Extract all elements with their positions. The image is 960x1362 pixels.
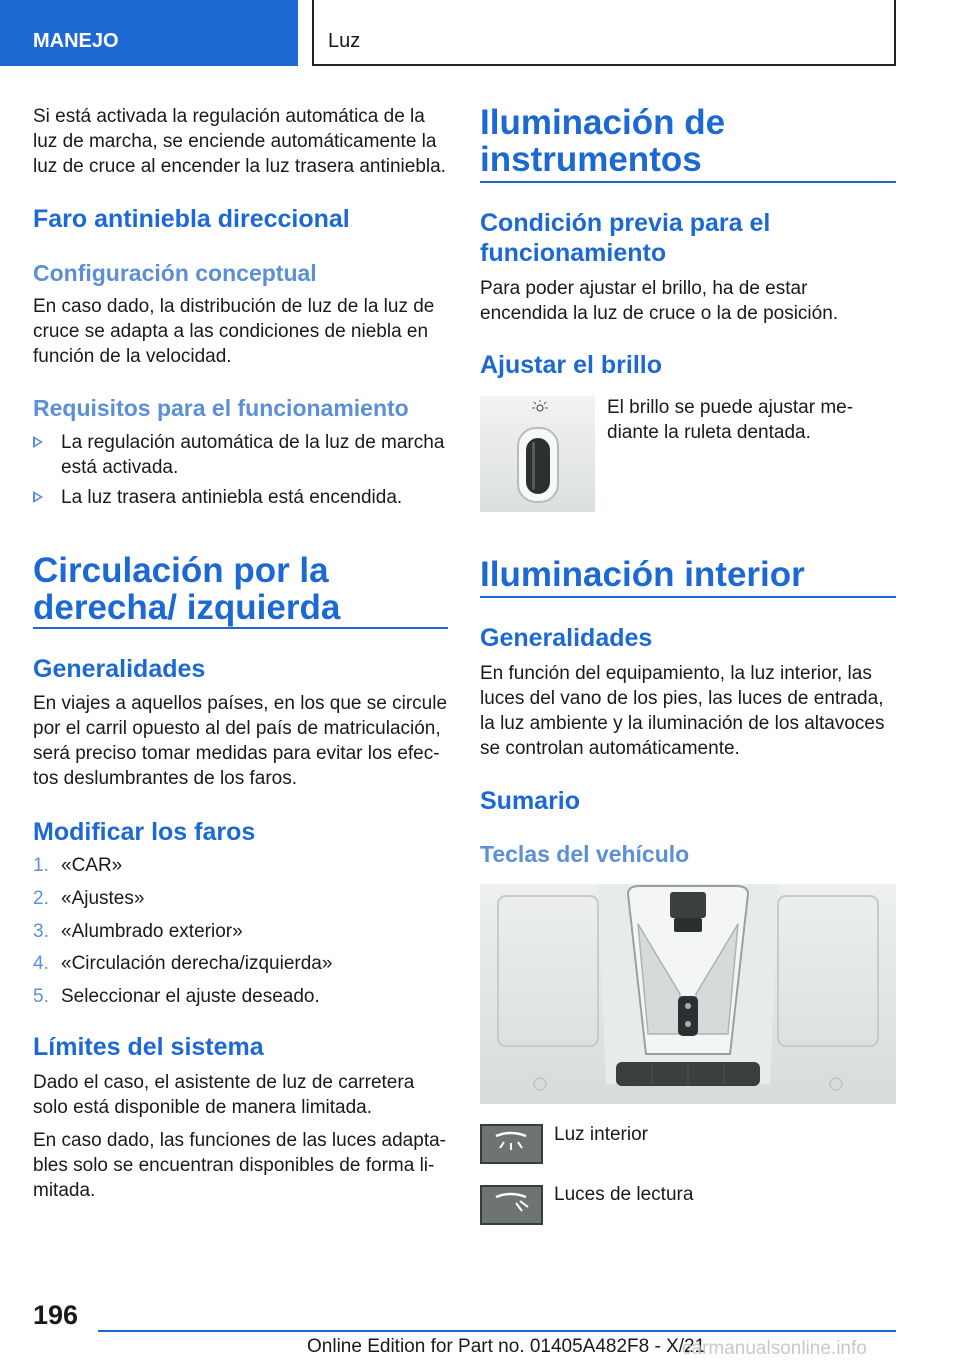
limits-paragraph-2: En caso dado, las funciones de las luces adaptables solo se encuentran disponibles de forma limitada. (33, 1130, 446, 1201)
instrument-lighting-heading: Iluminación de instrumentos (480, 103, 726, 179)
heading-rule (480, 181, 896, 183)
interior-general-heading: Generalidades (480, 624, 653, 652)
heading-rule (480, 596, 896, 598)
interior-lighting-heading: Iluminación interior (480, 555, 805, 594)
list-item: 5. Seleccionar el ajuste deseado. (33, 986, 320, 1007)
triangle-bullet-icon (33, 491, 43, 503)
chapter-tab (312, 0, 896, 66)
roof-console-image (480, 884, 896, 1104)
list-item: 4. «Circulación derecha/izquierda» (33, 953, 333, 974)
brightness-paragraph: El brillo se puede ajustar mediante la ruleta dentada. (607, 397, 854, 443)
watermark: carmanualsonline.info (682, 1338, 867, 1359)
vehicle-keys-heading: Teclas del vehículo (480, 841, 690, 867)
fog-light-heading: Faro antiniebla direccional (33, 205, 350, 233)
concept-heading: Configuración conceptual (33, 260, 317, 286)
summary-heading: Sumario (480, 787, 581, 815)
system-limits-heading: Límites del sistema (33, 1033, 264, 1061)
traffic-side-heading: Circulación por la derecha/ izquierda (33, 551, 341, 627)
reading-light-icon (480, 1185, 543, 1225)
interior-general-paragraph: En función del equipamiento, la luz interior, las luces del vano de los pies, las luces de entrada, la luz ambiente y la iluminación de los altavoces se controlan automáticamente. (480, 663, 885, 759)
brightness-heading: Ajustar el brillo (480, 351, 662, 379)
chapter-label: Luz (328, 30, 361, 52)
footer-rule (98, 1330, 896, 1332)
precondition-heading: Condición previa para el funcionamiento (480, 209, 771, 267)
triangle-bullet-icon (33, 436, 43, 448)
interior-light-icon (480, 1124, 543, 1164)
section-tab (0, 0, 298, 66)
list-item: La regulación automática de la luz de marcha está activada. (33, 430, 448, 480)
heading-rule (33, 627, 448, 629)
list-item: 1. «CAR» (33, 855, 123, 876)
requirements-heading: Requisitos para el funcionamiento (33, 395, 409, 421)
intro-paragraph: Si está activada la regulación automática de la luz de marcha, se enciende automáticamente la luz de cruce al encender la luz trasera antiniebla. (33, 106, 446, 177)
general-paragraph: En viajes a aquellos países, en los que se circule por el carril opuesto al del país de matriculación, será preciso tomar medidas para evitar los efectos deslumbrantes de los faros. (33, 693, 448, 789)
interior-light-label: Luz interior (554, 1124, 648, 1145)
section-label: MANEJO (33, 30, 119, 52)
overhead-console-icon (480, 884, 896, 1104)
list-item: 3. «Alumbrado exterior» (33, 921, 243, 942)
edition-label: Online Edition for Part no. 01405A482F8 - X/21 (307, 1336, 706, 1357)
general-heading: Generalidades (33, 655, 206, 683)
page-number: 196 (33, 1300, 79, 1330)
list-item: La luz trasera antiniebla está encendida. (33, 485, 448, 510)
concept-paragraph: En caso dado, la distribución de luz de la luz de cruce se adapta a las condiciones de niebla en función de la velocidad. (33, 296, 435, 367)
reading-light-label: Luces de lectura (554, 1184, 694, 1205)
limits-paragraph-1: Dado el caso, el asistente de luz de carretera solo está disponible de manera limitada. (33, 1072, 415, 1118)
list-item: 2. «Ajustes» (33, 888, 145, 909)
modify-headlights-heading: Modificar los faros (33, 818, 256, 846)
brightness-dial-image (480, 396, 595, 512)
thumbwheel-icon (480, 396, 595, 512)
precondition-paragraph: Para poder ajustar el brillo, ha de estar encendida la luz de cruce o la de posición. (480, 278, 839, 324)
